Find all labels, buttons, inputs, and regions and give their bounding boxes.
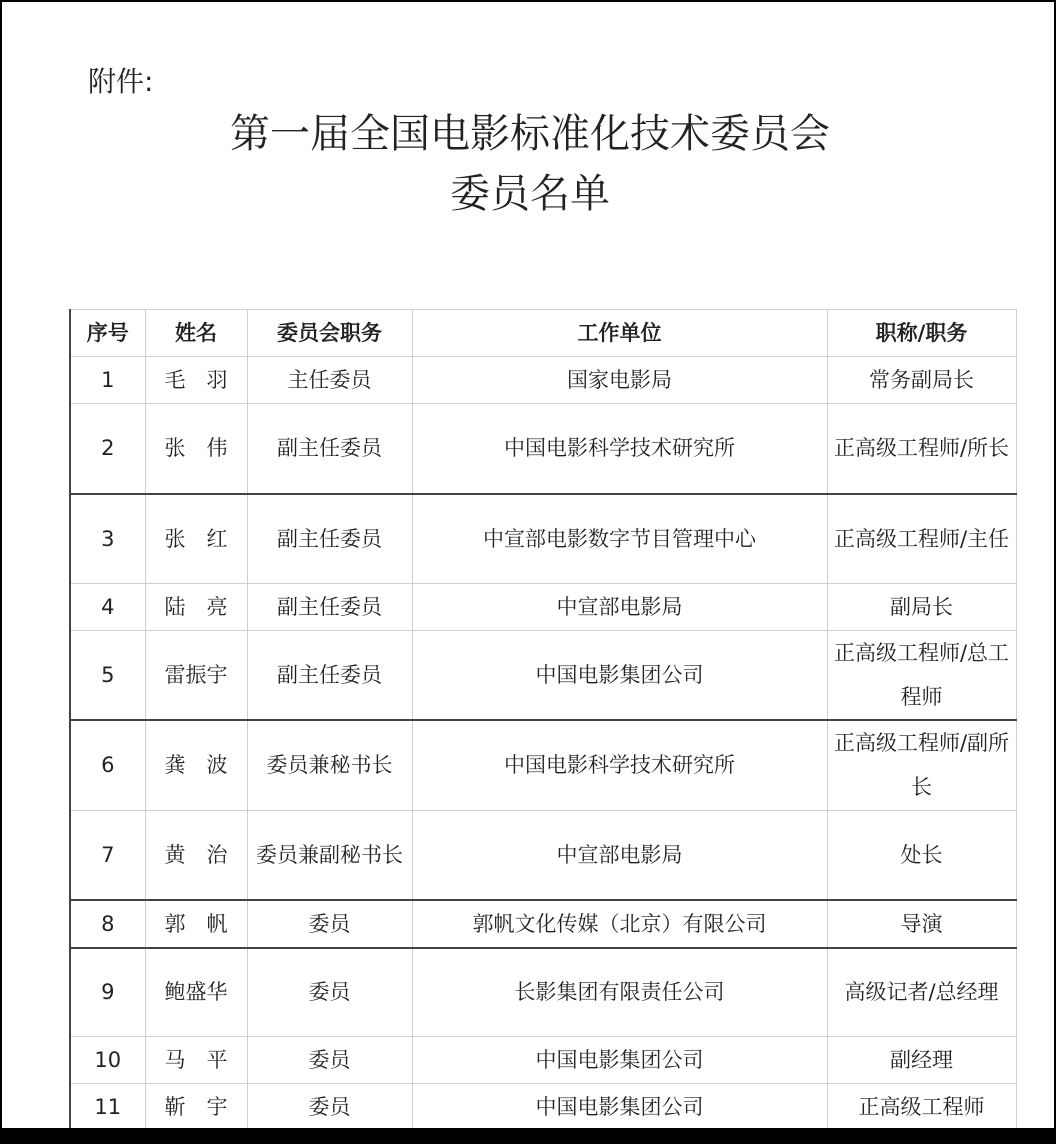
row-role: 委员 bbox=[247, 1036, 412, 1083]
row-org: 中宣部电影数字节目管理中心 bbox=[412, 494, 827, 584]
row-title: 正高级工程师/所长 bbox=[827, 404, 1016, 494]
table-row bbox=[70, 494, 1016, 584]
row-name: 张 伟 bbox=[145, 404, 247, 494]
row-title: 副局长 bbox=[827, 584, 1016, 631]
table-row bbox=[70, 948, 1016, 1036]
row-org: 长影集团有限责任公司 bbox=[412, 948, 827, 1036]
table-row bbox=[70, 1036, 1016, 1083]
row-name: 张 红 bbox=[145, 494, 247, 584]
row-title: 正高级工程师/总工程师 bbox=[827, 631, 1016, 721]
row-no: 5 bbox=[70, 631, 145, 721]
row-no: 10 bbox=[70, 1036, 145, 1083]
row-no: 8 bbox=[70, 900, 145, 948]
row-org: 中国电影集团公司 bbox=[412, 631, 827, 721]
row-role: 副主任委员 bbox=[247, 584, 412, 631]
row-role: 副主任委员 bbox=[247, 631, 412, 721]
header-name: 姓名 bbox=[145, 310, 247, 357]
row-no: 3 bbox=[70, 494, 145, 584]
table-row bbox=[70, 404, 1016, 494]
header-role: 委员会职务 bbox=[247, 310, 412, 357]
row-no: 6 bbox=[70, 720, 145, 810]
row-name: 郭 帆 bbox=[145, 900, 247, 948]
table-row bbox=[70, 584, 1016, 631]
row-org: 中宣部电影局 bbox=[412, 584, 827, 631]
header-title: 职称/职务 bbox=[827, 310, 1016, 357]
row-title: 正高级工程师/主任 bbox=[827, 494, 1016, 584]
row-org: 中宣部电影局 bbox=[412, 810, 827, 900]
bottom-edge bbox=[0, 1128, 1056, 1144]
table-row bbox=[70, 810, 1016, 900]
row-org: 郭帆文化传媒（北京）有限公司 bbox=[412, 900, 827, 948]
row-title: 副经理 bbox=[827, 1036, 1016, 1083]
row-no: 1 bbox=[70, 357, 145, 404]
row-name: 龚 波 bbox=[145, 720, 247, 810]
row-no: 11 bbox=[70, 1083, 145, 1130]
row-org: 中国电影集团公司 bbox=[412, 1083, 827, 1130]
row-role: 委员 bbox=[247, 948, 412, 1036]
row-role: 副主任委员 bbox=[247, 404, 412, 494]
row-name: 靳 宇 bbox=[145, 1083, 247, 1130]
row-name: 陆 亮 bbox=[145, 584, 247, 631]
document-subtitle: 委员名单 bbox=[450, 171, 610, 217]
row-org: 中国电影集团公司 bbox=[412, 1036, 827, 1083]
row-role: 委员 bbox=[247, 1083, 412, 1130]
row-title: 正高级工程师/副所长 bbox=[827, 720, 1016, 810]
row-role: 主任委员 bbox=[247, 357, 412, 404]
row-role: 副主任委员 bbox=[247, 494, 412, 584]
row-no: 2 bbox=[70, 404, 145, 494]
table-row bbox=[70, 900, 1016, 948]
row-name: 毛 羽 bbox=[145, 357, 247, 404]
table-row bbox=[70, 357, 1016, 404]
row-name: 马 平 bbox=[145, 1036, 247, 1083]
row-role: 委员兼秘书长 bbox=[247, 720, 412, 810]
row-title: 常务副局长 bbox=[827, 357, 1016, 404]
attachment-label: 附件: bbox=[88, 65, 154, 98]
table-row bbox=[70, 1083, 1016, 1130]
row-no: 4 bbox=[70, 584, 145, 631]
row-title: 处长 bbox=[827, 810, 1016, 900]
row-role: 委员 bbox=[247, 900, 412, 948]
row-no: 9 bbox=[70, 948, 145, 1036]
row-no: 7 bbox=[70, 810, 145, 900]
header-org: 工作单位 bbox=[412, 310, 827, 357]
row-title: 正高级工程师 bbox=[827, 1083, 1016, 1130]
table-row bbox=[70, 631, 1016, 721]
row-role: 委员兼副秘书长 bbox=[247, 810, 412, 900]
row-org: 国家电影局 bbox=[412, 357, 827, 404]
row-name: 黄 治 bbox=[145, 810, 247, 900]
member-table bbox=[69, 309, 1017, 1131]
row-title: 导演 bbox=[827, 900, 1016, 948]
row-name: 鲍盛华 bbox=[145, 948, 247, 1036]
row-org: 中国电影科学技术研究所 bbox=[412, 404, 827, 494]
table-row bbox=[70, 720, 1016, 810]
header-no: 序号 bbox=[70, 310, 145, 357]
row-org: 中国电影科学技术研究所 bbox=[412, 720, 827, 810]
document-title: 第一届全国电影标准化技术委员会 bbox=[230, 111, 830, 157]
row-name: 雷振宇 bbox=[145, 631, 247, 721]
table-header-row bbox=[70, 310, 1016, 357]
row-title: 高级记者/总经理 bbox=[827, 948, 1016, 1036]
